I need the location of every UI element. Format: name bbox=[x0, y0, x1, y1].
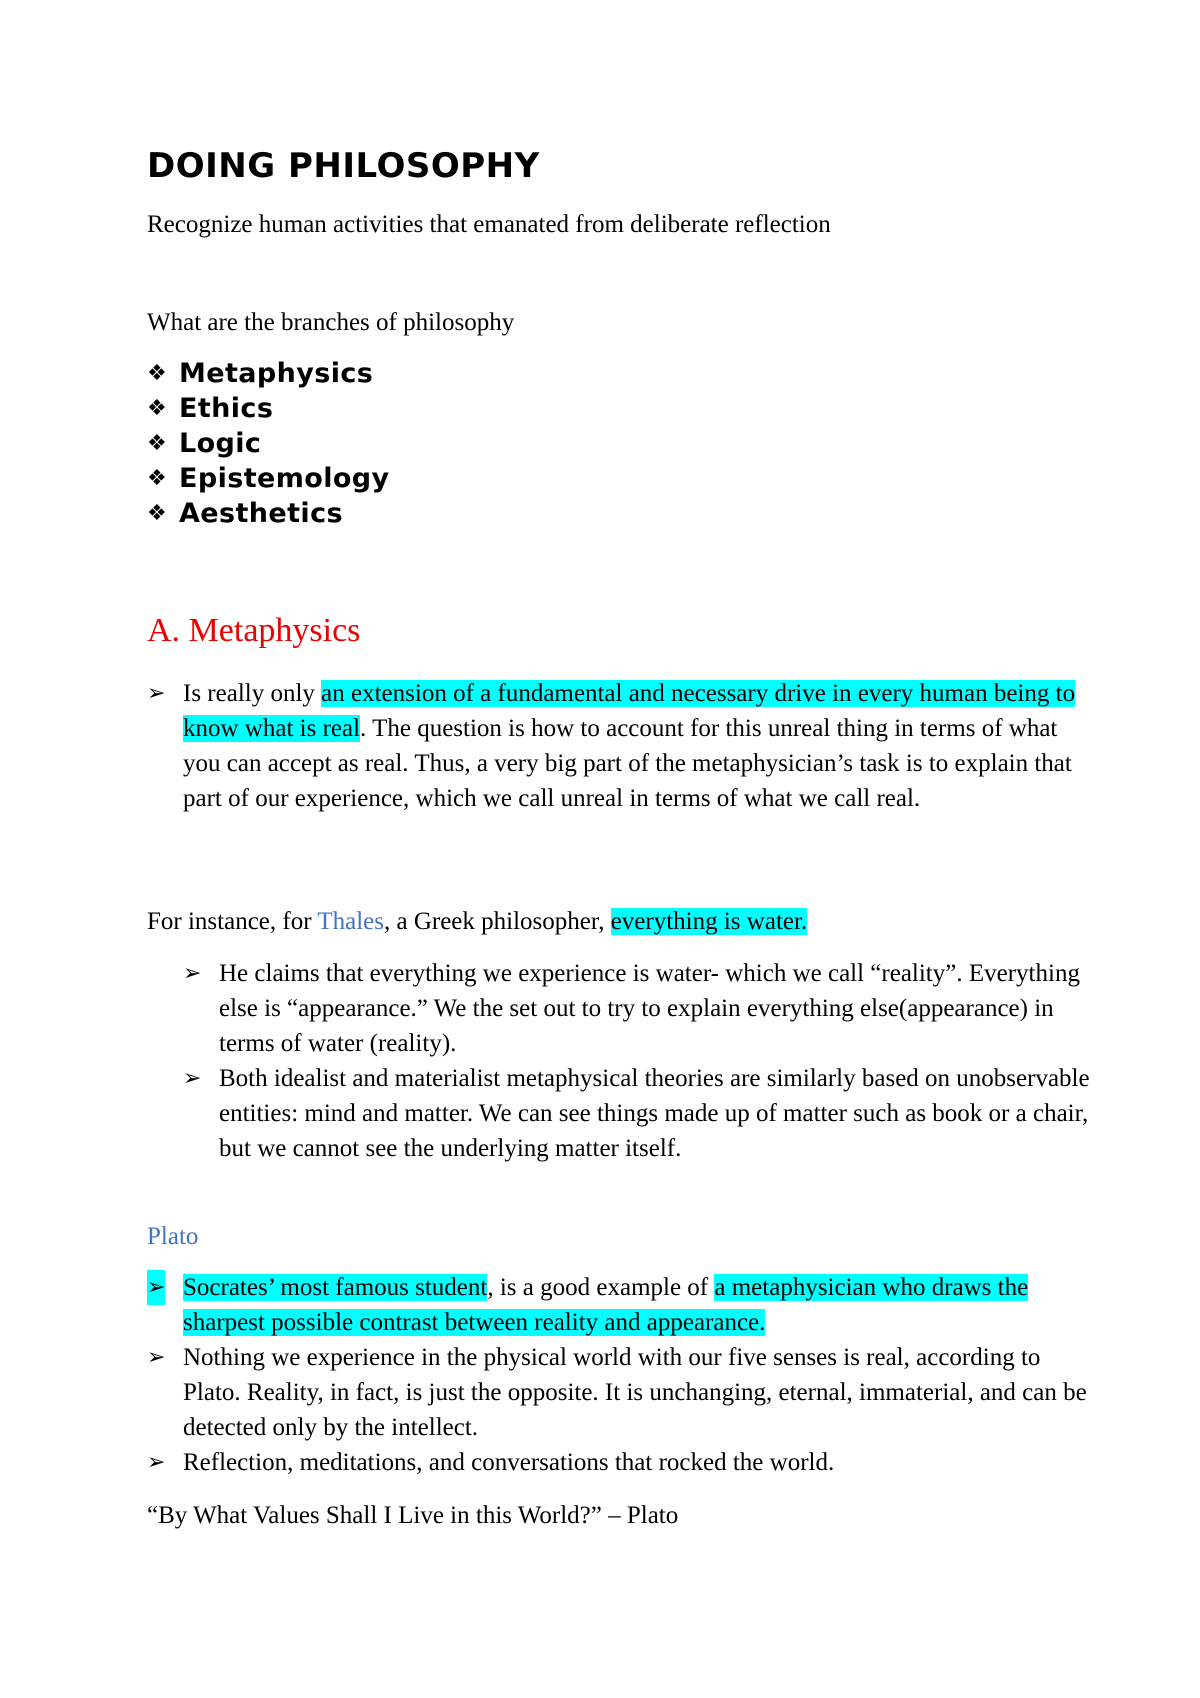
branch-label: Ethics bbox=[179, 393, 274, 424]
section-heading-metaphysics: A. Metaphysics bbox=[147, 612, 361, 649]
list-item: ➢ Reflection, meditations, and conversations that rocked the world. bbox=[147, 1445, 1090, 1480]
branches-list bbox=[147, 356, 1090, 531]
diamond-bullet-icon: ❖ bbox=[147, 501, 168, 526]
plato-list bbox=[147, 1270, 1090, 1480]
arrow-bullet-icon: ➢ bbox=[147, 1345, 166, 1370]
branches-question: What are the branches of philosophy bbox=[147, 309, 515, 336]
branch-label: Logic bbox=[179, 428, 262, 459]
branch-item bbox=[147, 496, 1090, 531]
branch-item bbox=[147, 461, 1090, 496]
arrow-bullet-icon: ➢ bbox=[147, 1450, 166, 1475]
list-item: ➢ Both idealist and materialist metaphysical theories are similarly based on unobservable entities: mind and matter. We can see things made up of matter such as book or a chair, but we cannot see the underlying matter itself. bbox=[183, 1061, 1090, 1166]
diamond-bullet-icon: ❖ bbox=[147, 431, 168, 456]
branch-item bbox=[147, 391, 1090, 426]
branch-item bbox=[147, 356, 1090, 391]
branch-label: Epistemology bbox=[179, 463, 390, 494]
branch-label: Metaphysics bbox=[179, 358, 374, 389]
plato-heading: Plato bbox=[147, 1223, 199, 1250]
plato-quote: “By What Values Shall I Live in this World?” – Plato bbox=[147, 1502, 679, 1529]
branch-item bbox=[147, 426, 1090, 461]
highlighted-text: Socrates’ most famous student bbox=[183, 1274, 488, 1301]
arrow-bullet-icon: ➢ bbox=[147, 681, 166, 706]
diamond-bullet-icon: ❖ bbox=[147, 361, 168, 386]
arrow-bullet-icon: ➢ bbox=[183, 961, 202, 986]
highlighted-text: everything is water. bbox=[610, 908, 808, 935]
thales-paragraph: For instance, for Thales, a Greek philosopher, everything is water. bbox=[147, 908, 808, 935]
page-title: DOING PHILOSOPHY bbox=[147, 146, 540, 186]
highlighted-text: an extension of a fundamental and necessary drive in every human being to know what is real bbox=[183, 680, 1076, 742]
diamond-bullet-icon: ❖ bbox=[147, 396, 168, 421]
metaphysics-list bbox=[147, 676, 1090, 816]
list-item: ➢ Is really only an extension of a fundamental and necessary drive in every human being to know what is real. The question is how to account for this unreal thing in terms of what you can accept as real. Thus, a very big part of the metaphysician’s task is to explain that part of our experience, which we call unreal in terms of what we call real. bbox=[147, 676, 1090, 816]
thales-list bbox=[183, 956, 1090, 1166]
list-item: ➢ He claims that everything we experience is water- which we call “reality”. Everything else is “appearance.” We the set out to try to explain everything else(appearance) in terms of water (reality). bbox=[183, 956, 1090, 1061]
arrow-bullet-icon: ➢ bbox=[147, 1270, 165, 1305]
arrow-bullet-icon: ➢ bbox=[183, 1066, 202, 1091]
branch-label: Aesthetics bbox=[179, 498, 343, 529]
diamond-bullet-icon: ❖ bbox=[147, 466, 168, 491]
list-item: ➢ Socrates’ most famous student, is a good example of a metaphysician who draws the sharpest possible contrast between reality and appearance. bbox=[147, 1270, 1090, 1340]
thales-name: Thales bbox=[317, 908, 384, 935]
subtitle: Recognize human activities that emanated from deliberate reflection bbox=[147, 211, 831, 238]
highlighted-text: a metaphysician who draws the sharpest possible contrast between reality and appearance. bbox=[183, 1274, 1029, 1336]
list-item: ➢ Nothing we experience in the physical world with our five senses is real, according to Plato. Reality, in fact, is just the opposite. It is unchanging, eternal, immaterial, and can be detected only by the intellect. bbox=[147, 1340, 1090, 1445]
